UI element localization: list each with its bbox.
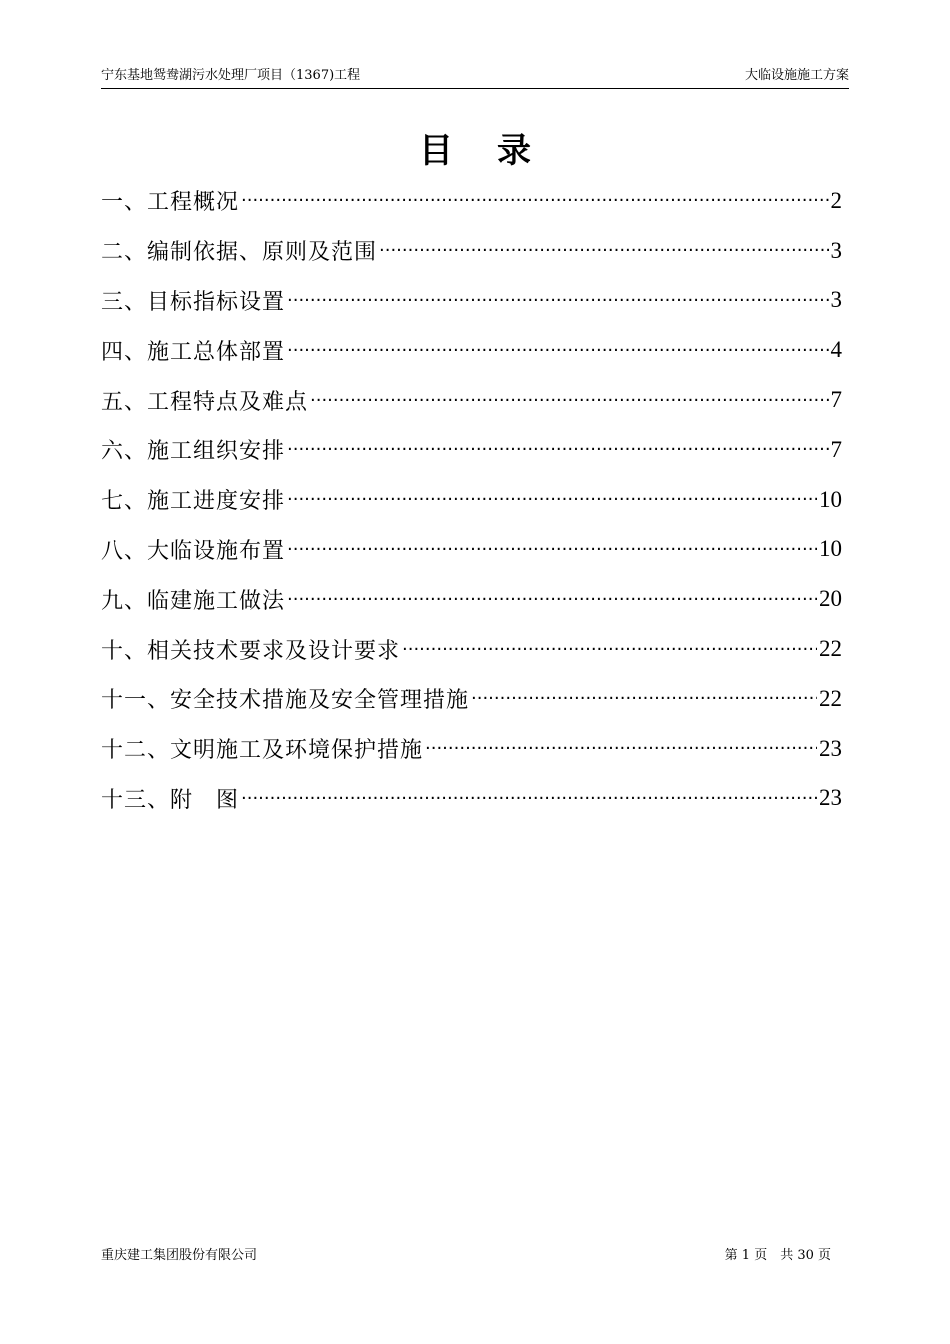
toc-entry-label: 三、目标指标设置 [101, 289, 286, 315]
toc-entry-page: 3 [830, 287, 842, 313]
toc-entry-page: 7 [830, 436, 842, 462]
toc-entry-label: 二、编制依据、原则及范围 [101, 240, 378, 266]
toc-heading: 目录 [419, 131, 575, 171]
toc-dot-leader [287, 589, 817, 610]
toc-entry-page: 4 [830, 337, 842, 363]
page-header [101, 66, 849, 89]
toc-entry[interactable] [101, 624, 842, 674]
toc-entry-label: 六、施工组织安排 [101, 439, 286, 465]
toc-entry-label: 五、工程特点及难点 [101, 389, 309, 415]
toc-entry-label: 四、施工总体部置 [101, 339, 286, 365]
toc-entry-page: 20 [819, 586, 842, 612]
header-project-name: 宁东基地鸳鸯湖污水处理厂项目（1367)工程 [101, 68, 361, 83]
toc-dot-leader [402, 639, 817, 660]
toc-entry-label: 九、临建施工做法 [101, 588, 286, 614]
toc-entry-page: 2 [830, 187, 842, 213]
toc-dot-leader [471, 688, 817, 709]
toc-entry-label: 十三、附 图 [101, 787, 240, 813]
toc-entry[interactable] [101, 475, 842, 525]
toc-dot-leader [379, 240, 828, 261]
toc-entry[interactable] [101, 176, 842, 226]
toc-entry[interactable] [101, 674, 842, 724]
toc-dot-leader [287, 290, 828, 311]
toc-entry-page: 22 [819, 636, 842, 662]
toc-entry-label: 七、施工进度安排 [101, 489, 286, 515]
toc-entry[interactable] [101, 375, 842, 425]
toc-entry[interactable] [101, 774, 842, 824]
toc-entry-label: 十、相关技术要求及设计要求 [101, 638, 401, 664]
toc-entry-label: 一、工程概况 [101, 190, 240, 216]
toc-entry[interactable] [101, 574, 842, 624]
toc-entry-page: 22 [819, 685, 842, 711]
toc-dot-leader [310, 390, 828, 411]
page-footer [101, 1246, 831, 1266]
toc-dot-leader [241, 190, 828, 211]
toc-entry-label: 十二、文明施工及环境保护措施 [101, 738, 424, 764]
toc-entry[interactable] [101, 325, 842, 375]
toc-entry-page: 23 [819, 785, 842, 811]
footer-page-number: 第 1 页 共 30 页 [724, 1248, 831, 1263]
toc-dot-leader [425, 738, 817, 759]
toc-entry-page: 10 [819, 536, 842, 562]
toc-entry[interactable] [101, 276, 842, 326]
toc-entry-page: 7 [830, 387, 842, 413]
table-of-contents [101, 176, 842, 823]
toc-dot-leader [287, 439, 828, 460]
toc-dot-leader [241, 788, 817, 809]
toc-entry[interactable] [101, 425, 842, 475]
toc-dot-leader [287, 489, 817, 510]
toc-dot-leader [287, 539, 817, 560]
footer-company-name: 重庆建工集团股份有限公司 [101, 1248, 258, 1263]
toc-entry-page: 10 [819, 486, 842, 512]
toc-entry-label: 八、大临设施布置 [101, 538, 286, 564]
toc-entry-label: 十一、安全技术措施及安全管理措施 [101, 688, 470, 714]
toc-entry[interactable] [101, 226, 842, 276]
toc-entry[interactable] [101, 724, 842, 774]
header-document-title: 大临设施施工方案 [744, 68, 849, 83]
toc-entry-page: 3 [830, 237, 842, 263]
toc-entry-page: 23 [819, 735, 842, 761]
toc-dot-leader [287, 340, 828, 361]
toc-entry[interactable] [101, 525, 842, 575]
